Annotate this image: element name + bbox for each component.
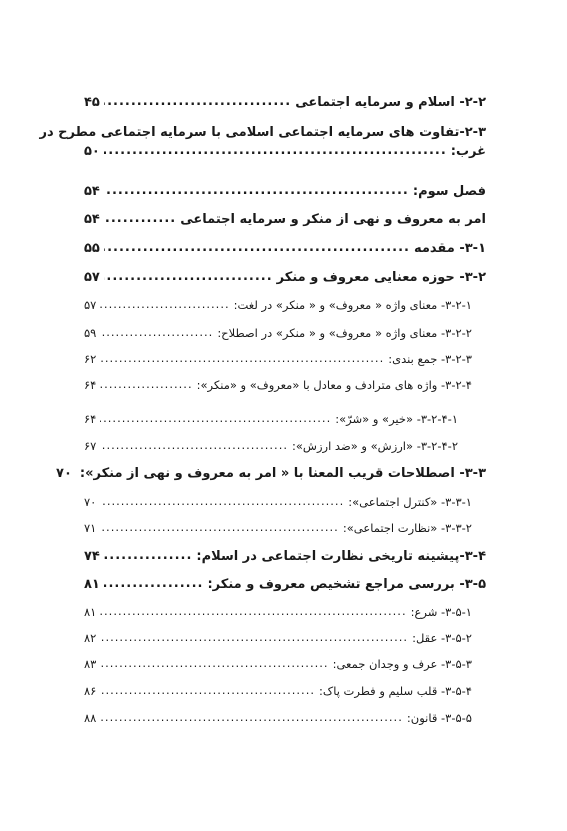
toc-entry-title: ۳-۲-۳- جمع بندی: <box>388 352 472 366</box>
dot-leader <box>104 576 204 592</box>
dot-leader <box>100 351 384 365</box>
toc-entry <box>84 549 486 565</box>
toc-entry-title: ۳-۳-۲- «نظارت اجتماعی»: <box>342 521 472 535</box>
toc-entry-title: ۳-۴-پیشینه تاریخی نظارت اجتماعی در اسلام: <box>196 549 486 564</box>
toc-entry <box>84 631 486 645</box>
dot-leader <box>104 211 176 227</box>
dot-leader <box>100 683 315 697</box>
toc-entry-page: ۷۴ <box>84 549 100 564</box>
toc-entry-page: ۵۴ <box>84 212 100 227</box>
toc-entry-page: ۵۹ <box>84 326 97 340</box>
toc-entry-title-line2: غرب: <box>450 144 486 160</box>
toc-entry <box>84 521 486 535</box>
toc-entry <box>84 711 486 725</box>
toc-entry-title: ۳-۵-۳- عرف و وجدان جمعی: <box>332 657 472 671</box>
dot-leader <box>104 269 273 285</box>
toc-entry-page: ۶۴ <box>84 378 97 392</box>
toc-entry <box>84 298 486 312</box>
toc-entry <box>84 684 486 698</box>
toc-entry <box>84 270 486 286</box>
toc-entry-title: فصل سوم: <box>412 184 486 199</box>
toc-entry <box>84 378 486 392</box>
toc-entry-title: ۳-۲- حوزه معنایی معروف و منکر <box>276 270 486 285</box>
dot-leader <box>100 494 344 508</box>
dot-leader <box>104 240 410 256</box>
toc-entry-page: ۵۷ <box>84 270 100 285</box>
dot-leader <box>100 630 408 644</box>
toc-entry-page: ۷۰ <box>84 495 97 509</box>
toc-entry <box>84 657 486 671</box>
dot-leader <box>100 438 288 452</box>
toc-entry-page: ۵۷ <box>84 298 97 312</box>
toc-entry-title: ۳-۲-۴-۱- «خیر» و «شرّ»: <box>335 412 458 426</box>
dot-leader <box>100 710 403 724</box>
toc-entry <box>84 352 486 366</box>
toc-entry-page: ۸۶ <box>84 684 97 698</box>
dot-leader <box>100 297 229 311</box>
toc-entry-page: ۷۱ <box>84 521 97 535</box>
toc-entry-title: ۳-۵- بررسی مراجع تشخیص معروف و منکر: <box>207 577 486 592</box>
dot-leader <box>104 183 409 199</box>
toc-entry <box>84 212 486 228</box>
dot-leader <box>104 548 193 564</box>
toc-entry-title: ۳-۳- اصطلاحات قریب المعنا با « امر به معروف و نهی از منکر»: <box>79 466 486 481</box>
toc-entry-title: ۳-۵-۱- شرع: <box>410 605 472 619</box>
toc-entry <box>84 495 486 509</box>
dot-leader <box>100 377 192 391</box>
toc-entry <box>84 95 486 111</box>
toc-entry-title: ۳-۲-۲- معنای واژه « معروف» و « منکر» در اصطلاح: <box>217 326 472 340</box>
toc-entry <box>84 412 486 426</box>
toc-entry-page: ۴۵ <box>84 95 100 110</box>
dot-leader <box>100 604 406 618</box>
dot-leader <box>100 325 213 339</box>
toc-entry <box>84 184 486 200</box>
toc-entry-page: ۶۷ <box>84 439 97 453</box>
toc-entry-title: ۳-۵-۲- عقل: <box>412 631 472 645</box>
toc-entry <box>56 466 486 482</box>
toc-entry <box>39 125 486 161</box>
toc-entry-title: ۳-۵-۴- قلب سلیم و فطرت پاک: <box>319 684 472 698</box>
toc-entry-page: ۵۰ <box>84 144 100 160</box>
toc-entry-page: ۷۰ <box>56 466 72 481</box>
toc-entry-title: ۲-۲- اسلام و سرمایه اجتماعی <box>295 95 486 110</box>
toc-entry-page: ۶۴ <box>84 412 97 426</box>
toc-entry-page: ۸۲ <box>84 631 97 645</box>
toc-entry-title: امر به معروف و نهی از منکر و سرمایه اجتماعی <box>180 212 486 227</box>
toc-entry-title: ۳-۲-۱- معنای واژه « معروف» و « منکر» در لغت: <box>233 298 472 312</box>
dot-leader <box>100 656 328 670</box>
toc-entry <box>84 605 486 619</box>
toc-entry-page: ۸۸ <box>84 711 97 725</box>
dot-leader <box>104 143 447 159</box>
toc-entry-page: ۵۴ <box>84 184 100 199</box>
dot-leader <box>100 520 338 534</box>
toc-entry-title: ۳-۳-۱- «کنترل اجتماعی»: <box>348 495 472 509</box>
toc-entry-title: ۳-۵-۵- قانون: <box>406 711 472 725</box>
toc-entry-title: ۳-۲-۴- واژه های مترادف و معادل با «معروف» و «منکر»: <box>196 378 472 392</box>
dot-leader <box>100 411 331 425</box>
toc-entry-page: ۶۲ <box>84 352 97 366</box>
toc-entry <box>84 241 486 257</box>
toc-entry-page: ۸۱ <box>84 577 100 592</box>
toc-entry-title-line1: ۲-۳-تفاوت های سرمایه اجتماعی اسلامی با سرمایه اجتماعی مطرح در <box>39 125 486 140</box>
toc-entry-page: ۵۵ <box>84 241 100 256</box>
dot-leader <box>104 94 291 110</box>
toc-entry-page: ۸۳ <box>84 657 97 671</box>
toc-entry-page: ۸۱ <box>84 605 97 619</box>
toc-entry <box>84 439 486 453</box>
toc-entry <box>84 577 486 593</box>
toc-entry-title: ۳-۲-۴-۲- «ارزش» و «ضد ارزش»: <box>292 439 458 453</box>
toc-entry-title: ۳-۱- مقدمه <box>413 241 486 256</box>
toc-entry <box>84 326 486 340</box>
